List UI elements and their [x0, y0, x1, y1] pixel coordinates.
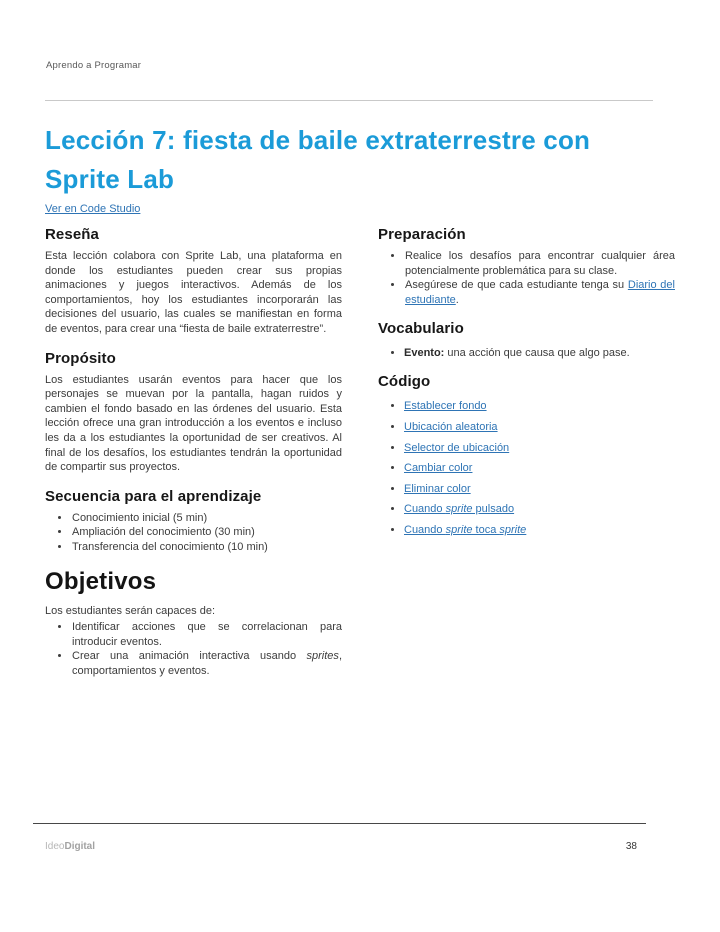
section-secuencia: [45, 488, 342, 555]
cambiar-color-link[interactable]: Cambiar color: [404, 462, 473, 475]
code-studio-link[interactable]: Ver en Code Studio: [45, 203, 141, 215]
list-item: • Ampliación del conocimiento (30 min): [71, 525, 342, 540]
list-item: [404, 421, 675, 434]
objetivos-heading: Objetivos: [45, 567, 157, 595]
section-objetivos: [45, 568, 342, 679]
brand-light: Ideo: [45, 841, 65, 852]
italic-text-run: sprite: [445, 523, 473, 536]
footer-divider: [33, 823, 646, 824]
list-item: [404, 278, 675, 307]
proposito-heading: Propósito: [45, 349, 116, 367]
text-run: Cuando: [404, 523, 446, 536]
section-vocabulario: [378, 320, 675, 360]
preparacion-heading: Preparación: [378, 226, 466, 243]
list-item: [71, 649, 342, 678]
selector-ubicacion-link[interactable]: Selector de ubicación: [404, 441, 510, 454]
vocab-definition: una acción que causa que algo pase.: [444, 347, 630, 360]
section-proposito: [45, 350, 342, 475]
codigo-heading: Código: [378, 373, 431, 391]
cuando-sprite-pulsado-link[interactable]: [404, 503, 514, 515]
proposito-body: Los estudiantes usarán eventos para hacer que los personajes se muevan por la pantalla, hagan ruidos y cambien el fondo basado en las órdenes del usuario. Esta lección ofrece una gran introducción a los eventos e incluso les da a los estudiantes la oportunidad de ser creativos. Al final de los desafíos, los estudiantes tendrán la oportunidad de compartir sus proyectos.: [45, 373, 342, 474]
diario-estudiante-link[interactable]: Diario del estudiante: [405, 279, 675, 306]
secuencia-list: [45, 511, 342, 555]
text-run: Asegúrese de que cada estudiante tenga su: [405, 279, 628, 292]
preparacion-list: [378, 249, 675, 307]
list-item: [404, 503, 675, 516]
text-run: pulsado: [472, 503, 515, 516]
footer-brand: [45, 841, 95, 852]
list-item: [404, 347, 675, 360]
text-run: Crear una animación interactiva usando: [72, 650, 307, 663]
resena-body: Esta lección colabora con Sprite Lab, una plataforma en donde los estudiantes pueden crear sus propias animaciones y juegos interactivos. Además de los comportamientos, hoy los estudiantes incorporarán las decisiones del usuario, las cuales se manifiestan en forma de eventos, para crear una “fiesta de baile extraterrestre”.: [45, 250, 342, 335]
running-header: Aprendo a Programar: [46, 60, 142, 71]
text-run: .: [455, 293, 459, 306]
list-item: • Conocimiento inicial (5 min): [71, 511, 342, 526]
list-item: [404, 462, 675, 475]
vocabulario-list: [378, 347, 675, 360]
brand-bold: Digital: [64, 841, 96, 852]
list-item: • Identificar acciones que se correlacionan para introducir eventos.: [71, 620, 342, 649]
objetivos-list: [45, 620, 342, 678]
page-number: 38: [625, 841, 637, 852]
list-item: • Realice los desafíos para encontrar cualquier área potencialmente problemática para su clase.: [404, 249, 675, 278]
text-run: toca: [472, 523, 500, 536]
resena-heading: Reseña: [45, 226, 99, 243]
text-run: Cuando: [404, 503, 446, 516]
italic-text-run: sprite: [445, 503, 473, 516]
right-column: [378, 226, 675, 691]
vocabulario-heading: Vocabulario: [378, 320, 464, 338]
section-resena: [45, 226, 342, 337]
vocab-term: Evento:: [404, 347, 445, 360]
list-item: [404, 400, 675, 413]
codigo-links-list: [378, 400, 675, 537]
cuando-sprite-toca-sprite-link[interactable]: [404, 524, 526, 536]
objetivos-intro: Los estudiantes serán capaces de:: [45, 604, 216, 617]
text-run: , comportamientos y eventos.: [72, 650, 342, 677]
view-link-container: [45, 203, 140, 215]
two-column-layout: [45, 226, 675, 691]
ubicacion-aleatoria-link[interactable]: Ubicación aleatoria: [404, 420, 498, 433]
list-item: • Transferencia del conocimiento (10 min): [71, 540, 342, 555]
section-codigo: [378, 373, 675, 537]
italic-text-run: sprites: [306, 650, 339, 663]
secuencia-heading: Secuencia para el aprendizaje: [45, 487, 262, 505]
establecer-fondo-link[interactable]: Establecer fondo: [404, 400, 487, 413]
eliminar-color-link[interactable]: Eliminar color: [404, 482, 471, 495]
italic-text-run: sprite: [499, 523, 527, 536]
running-footer: [45, 841, 637, 852]
header-divider: [45, 100, 653, 101]
list-item: [404, 442, 675, 455]
list-item: [404, 483, 675, 496]
list-item: [404, 524, 675, 537]
left-column: [45, 226, 342, 691]
section-preparacion: [378, 226, 675, 307]
page-title: Lección 7: fiesta de baile extraterrestre con Sprite Lab: [45, 125, 591, 194]
